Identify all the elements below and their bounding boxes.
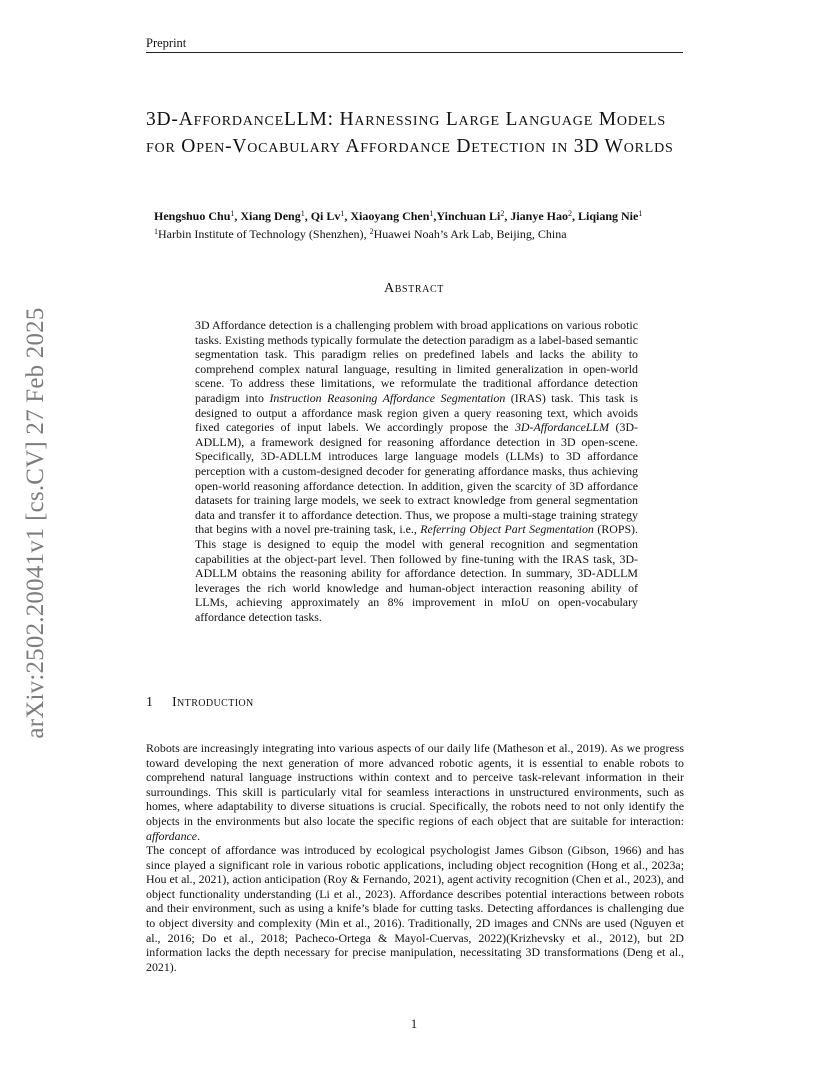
header-rule [146, 52, 683, 53]
author-affiliation-mark: 2 [568, 209, 572, 218]
author-affiliation-mark: 1 [230, 209, 235, 218]
affiliation-list: $^1$Harbin Institute of Technology (Shenzhen), $^2$Huawei Noah’s Ark Lab, Beijing, China [154, 227, 567, 241]
abstract-heading: Abstract [384, 281, 444, 296]
text-run: The concept of affordance was introduced by ecological psychologist James Gibson (Gibson, 1966) and has since played a significant role in various robotic applications, including object recognition (Hong et al., 2023a; Hou et al., 2021), action anticipation (Roy & Fernando, 2021), agent activity recognition (Chen et al., 2023), and object functionality understanding (Li et al., 2023). Affordance describes potential interactions between robots and their environment, such as using a knife’s blade for cutting tasks. Detecting affordances is challenging due to object diversity and complexity (Min et al., 2016). Traditionally, 2D images and CNNs are used (Nguyen et al., 2016; Do et al., 2018; Pacheco-Ortega & Mayol-Cuervas, 2022)(Krizhevsky et al., 2012), but 2D information lacks the depth necessary for precise manipulation, necessitating 3D transformations (Deng et al., 2021). [146, 843, 684, 974]
arxiv-identifier [0, 0, 72, 1072]
italic-term: 3D-AffordanceLLM [514, 420, 610, 435]
text-run: (IRAS) task. This task is designed to output a affordance mask region given a query reasoning text, which avoids fixed categories of input labels. We accordingly propose the [195, 390, 638, 435]
author-name: Xiaoyang Chen$^1$ [350, 209, 434, 223]
author-name: Yinchuan Li$^2$ [436, 209, 505, 223]
intro-paragraph-1 [146, 741, 684, 843]
author-affiliation-mark: 1 [300, 209, 305, 218]
abstract-body [195, 318, 638, 624]
affiliation-mark: 2 [369, 227, 374, 236]
italic-term: Referring Object Part Segmentation [420, 522, 594, 537]
page-number: 1 [410, 1017, 418, 1031]
section-title: Introduction [172, 695, 254, 710]
author-affiliation-mark: 2 [500, 209, 505, 218]
author-affiliation-mark: 1 [429, 209, 434, 218]
text-run: . [197, 828, 201, 843]
italic-term: Instruction Reasoning Affordance Segmentation [269, 390, 506, 405]
author-affiliation-mark: 1 [638, 209, 643, 218]
affiliation: $^2$Huawei Noah’s Ark Lab, Beijing, China [369, 227, 567, 241]
paper-title: 3D-AffordanceLLM: Harnessing Large Language Models for Open-Vocabulary Affordance Detection in 3D Worlds [146, 109, 674, 157]
section-number: 1 [146, 695, 154, 710]
arxiv-identifier-text: arXiv:2502.20041v1 [cs.CV] 27 Feb 2025 [22, 307, 49, 739]
author-name: Jianye Hao$^2$ [510, 209, 572, 223]
author-name: Liqiang Nie$^1$ [578, 209, 643, 223]
affiliation-mark: 1 [154, 227, 158, 236]
text-run: (ROPS). This stage is designed to equip the model with general recognition and segmentation capabilities at the object-part level. Then followed by fine-tuning with the IRAS task, 3D-ADLLM obtains the reasoning ability for affordance detection. In summary, 3D-ADLLM leverages the rich world knowledge and human-object interaction reasoning ability of LLMs, achieving approximately an 8% improvement in mIoU on open-vocabulary affordance detection tasks. [195, 522, 638, 624]
affiliation: $^1$Harbin Institute of Technology (Shenzhen) [154, 227, 364, 241]
author-list: Hengshuo Chu$^1$, Xiang Deng$^1$, Qi Lv$^1$, Xiaoyang Chen$^1$,Yinchuan Li$^2$, Jianye Hao$^2$, Liqiang Nie$^1$ [154, 209, 643, 223]
text-run: (3D-ADLLM), a framework designed for reasoning affordance detection in 3D open-scene. Specifically, 3D-ADLLM introduces large language models (LLMs) to 3D affordance perception with a custom-designed decoder for generating affordance masks, thus achieving open-world reasoning affordance detection. In addition, given the scarcity of 3D affordance datasets for training large models, we seek to extract knowledge from general segmentation data and transfer it to affordance detection. Thus, we propose a multi-stage training strategy that begins with a novel pre-training task, i.e., [195, 420, 638, 537]
text-run: 3D Affordance detection is a challenging problem with broad applications on various robotic tasks. Existing methods typically formulate the detection paradigm as a label-based semantic segmentation task. This paradigm relies on predefined labels and lacks the ability to comprehend complex natural language, resulting in limited generalization in open-world scene. To address these limitations, we reformulate the traditional affordance detection paradigm into [195, 318, 638, 405]
author-name: Qi Lv$^1$ [310, 209, 345, 223]
intro-paragraph-2 [146, 843, 684, 974]
author-name: Xiang Deng$^1$ [240, 209, 305, 223]
section-heading-introduction [146, 695, 254, 711]
text-run: Robots are increasingly integrating into various aspects of our daily life (Matheson et al., 2019). As we progress toward developing the next generation of more advanced robotic agents, it is essential to enable robots to comprehend natural language instructions within context and to perceive task-relevant information in their surroundings. This skill is particularly vital for seamless interactions in unstructured environments, such as homes, where adaptability to diverse situations is crucial. Specifically, the robots need to not only identify the objects in the environments but also locate the specific regions of each object that are suitable for interaction: [146, 741, 684, 828]
running-head: Preprint [146, 36, 187, 50]
author-affiliation-mark: 1 [340, 209, 345, 218]
italic-term: affordance [146, 828, 198, 843]
author-name: Hengshuo Chu$^1$ [154, 209, 235, 223]
